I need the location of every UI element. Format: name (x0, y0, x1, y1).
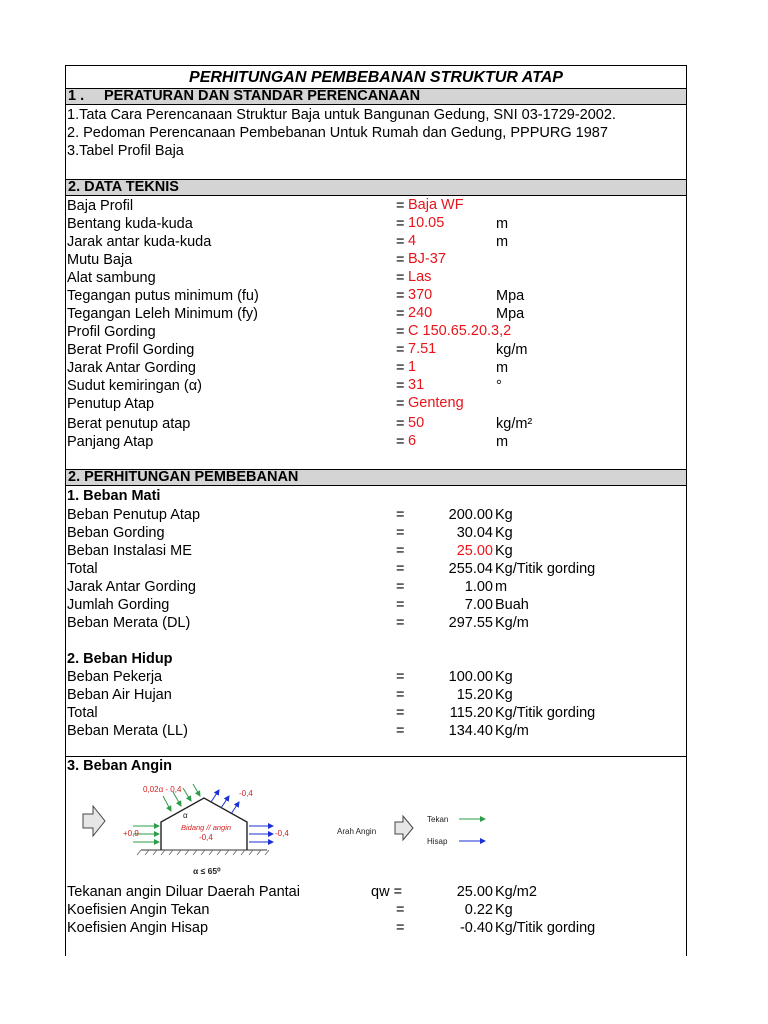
row-unit: Kg/Titik gording (495, 920, 596, 936)
row-unit: Buah (495, 597, 529, 613)
row-equals: = (396, 902, 405, 918)
row-equals: = (396, 507, 405, 523)
row-value: 6 (408, 433, 417, 449)
row-unit: Kg/m (495, 723, 529, 739)
wind-arrow-icon (395, 816, 413, 840)
row-unit: Kg (495, 669, 513, 685)
row-value: 255.04 (448, 561, 493, 577)
row-unit: Kg (495, 902, 513, 918)
row-label: Profil Gording (67, 324, 156, 340)
calculation-sheet (65, 65, 687, 956)
row-unit: ° (496, 378, 502, 394)
row-unit: Kg (495, 525, 513, 541)
row-value: -0.40 (459, 920, 493, 936)
row-equals: = (396, 396, 405, 412)
row-equals: = (396, 579, 405, 595)
diagram-label: Bidang // angin (181, 823, 232, 832)
section-heading: PERATURAN DAN STANDAR PERENCANAAN (104, 88, 421, 104)
row-label: Sudut kemiringan (α) (67, 378, 202, 394)
row-unit: Kg (495, 507, 513, 523)
row-label: Alat sambung (67, 270, 156, 286)
row-label: Beban Air Hujan (67, 687, 172, 703)
row-equals: = (396, 324, 405, 340)
row-unit: m (496, 360, 509, 376)
section-heading: 2. DATA TEKNIS (68, 179, 179, 195)
row-value: 25.00 (456, 884, 493, 900)
row-label: Bentang kuda-kuda (67, 216, 193, 232)
row-value: 115.20 (449, 705, 493, 721)
subsection-heading: 1. Beban Mati (67, 488, 161, 504)
row-value: 370 (408, 287, 433, 303)
diagram-label: α ≤ 65⁰ (193, 866, 221, 876)
diagram-label: -0,4 (199, 833, 213, 842)
row-equals: = (396, 198, 405, 214)
row-value: 31 (408, 377, 425, 393)
section-number: 1 . (68, 88, 85, 104)
row-unit: Kg/m (495, 615, 529, 631)
row-value: 297.55 (448, 615, 493, 631)
row-label: Beban Penutup Atap (67, 507, 201, 523)
row-unit: Kg/Titik gording (495, 705, 596, 721)
section-heading: 2. PERHITUNGAN PEMBEBANAN (68, 469, 299, 485)
row-value: 10.05 (408, 215, 445, 231)
row-value: 0.22 (464, 902, 493, 918)
row-equals: = (396, 723, 405, 739)
row-label: Tegangan putus minimum (fu) (67, 288, 259, 304)
row-equals: = (396, 342, 405, 358)
row-label: Penutup Atap (67, 396, 155, 412)
row-equals: = (396, 378, 405, 394)
row-label: Beban Merata (LL) (67, 723, 188, 739)
row-equals: = (396, 597, 405, 613)
diagram-label: -0,4 (275, 829, 289, 838)
row-equals: = (396, 270, 405, 286)
row-unit: Kg (495, 543, 513, 559)
row-unit: Kg (495, 687, 513, 703)
page-title: PERHITUNGAN PEMBEBANAN STRUKTUR ATAP (189, 69, 563, 86)
list-item: 2. Pedoman Perencanaan Pembebanan Untuk Rumah dan Gedung, PPPURG 1987 (67, 125, 608, 141)
row-equals: = (396, 234, 405, 250)
row-label: Koefisien Angin Tekan (67, 902, 210, 918)
row-label: Total (67, 561, 98, 577)
row-equals: = (396, 687, 405, 703)
row-label: Beban Gording (67, 525, 165, 541)
diagram-label: α (183, 811, 188, 820)
row-unit: Kg/m2 (495, 884, 537, 900)
row-label: Jarak antar kuda-kuda (67, 234, 212, 250)
row-equals: = (396, 920, 405, 936)
row-unit: m (496, 234, 509, 250)
row-value: Las (408, 269, 432, 285)
row-label: Koefisien Angin Hisap (67, 920, 209, 936)
subsection-heading: 3. Beban Angin (67, 758, 172, 774)
row-value: 7.00 (464, 597, 493, 613)
row-equals: = (396, 216, 405, 232)
row-value: BJ-37 (408, 251, 446, 267)
row-label: Tekanan angin Diluar Daerah Pantai (67, 884, 300, 900)
row-unit: kg/m (496, 342, 528, 358)
row-label: Jarak Antar Gording (67, 360, 196, 376)
divider (66, 756, 686, 757)
row-value: 1 (408, 359, 417, 375)
diagram-label: 0,02α - 0,4 (143, 785, 182, 794)
row-label: Total (67, 705, 98, 721)
row-unit: m (496, 216, 509, 232)
row-value: 50 (408, 415, 425, 431)
row-value: 30.04 (456, 525, 493, 541)
row-value: 7.51 (408, 341, 437, 357)
row-value: 134.40 (448, 723, 493, 739)
list-item: 3.Tabel Profil Baja (67, 143, 184, 159)
row-value: 4 (408, 233, 417, 249)
row-value: 25.00 (456, 543, 493, 559)
row-value: 15.20 (456, 687, 493, 703)
row-equals: = (396, 669, 405, 685)
row-unit: Mpa (496, 288, 525, 304)
wind-arrow-icon (83, 806, 105, 836)
row-label: Panjang Atap (67, 434, 154, 450)
row-value: 100.00 (448, 669, 493, 685)
row-label: Berat Profil Gording (67, 342, 195, 358)
row-label: Jarak Antar Gording (67, 579, 196, 595)
row-value: 1.00 (464, 579, 493, 595)
row-equals: = (396, 416, 405, 432)
row-equals: = (396, 543, 405, 559)
row-unit: m (496, 434, 509, 450)
wind-load-diagram (81, 784, 521, 884)
row-label: Beban Merata (DL) (67, 615, 191, 631)
row-label: Berat penutup atap (67, 416, 191, 432)
row-value: 200.00 (448, 507, 493, 523)
row-equals: = (396, 525, 405, 541)
row-unit: kg/m² (496, 416, 533, 432)
legend-label: Hisap (427, 837, 448, 846)
row-unit: Mpa (496, 306, 525, 322)
row-value: C 150.65.20.3,2 (408, 323, 512, 339)
row-value: 240 (408, 305, 433, 321)
diagram-label: +0,9 (123, 829, 139, 838)
row-equals: = (396, 306, 405, 322)
row-value: Genteng (408, 395, 464, 411)
row-equals: = (396, 615, 405, 631)
row-label: Beban Pekerja (67, 669, 163, 685)
row-equals: = (396, 561, 405, 577)
diagram-label: -0,4 (239, 789, 253, 798)
row-unit: Kg/Titik gording (495, 561, 596, 577)
row-value: Baja WF (408, 197, 464, 213)
subsection-heading: 2. Beban Hidup (67, 651, 173, 667)
row-unit: m (495, 579, 508, 595)
row-label: Baja Profil (67, 198, 134, 214)
row-label: Mutu Baja (67, 252, 133, 268)
legend-label: Arah Angin (337, 827, 377, 836)
row-label: Jumlah Gording (67, 597, 170, 613)
row-label: Tegangan Leleh Minimum (fy) (67, 306, 259, 322)
row-equals: = (396, 288, 405, 304)
list-item: 1.Tata Cara Perencanaan Struktur Baja untuk Bangunan Gedung, SNI 03-1729-2002. (67, 107, 616, 123)
row-equals: qw = (371, 884, 403, 900)
row-equals: = (396, 434, 405, 450)
row-equals: = (396, 360, 405, 376)
row-equals: = (396, 252, 405, 268)
legend-label: Tekan (427, 815, 449, 824)
row-equals: = (396, 705, 405, 721)
row-label: Beban Instalasi ME (67, 543, 192, 559)
